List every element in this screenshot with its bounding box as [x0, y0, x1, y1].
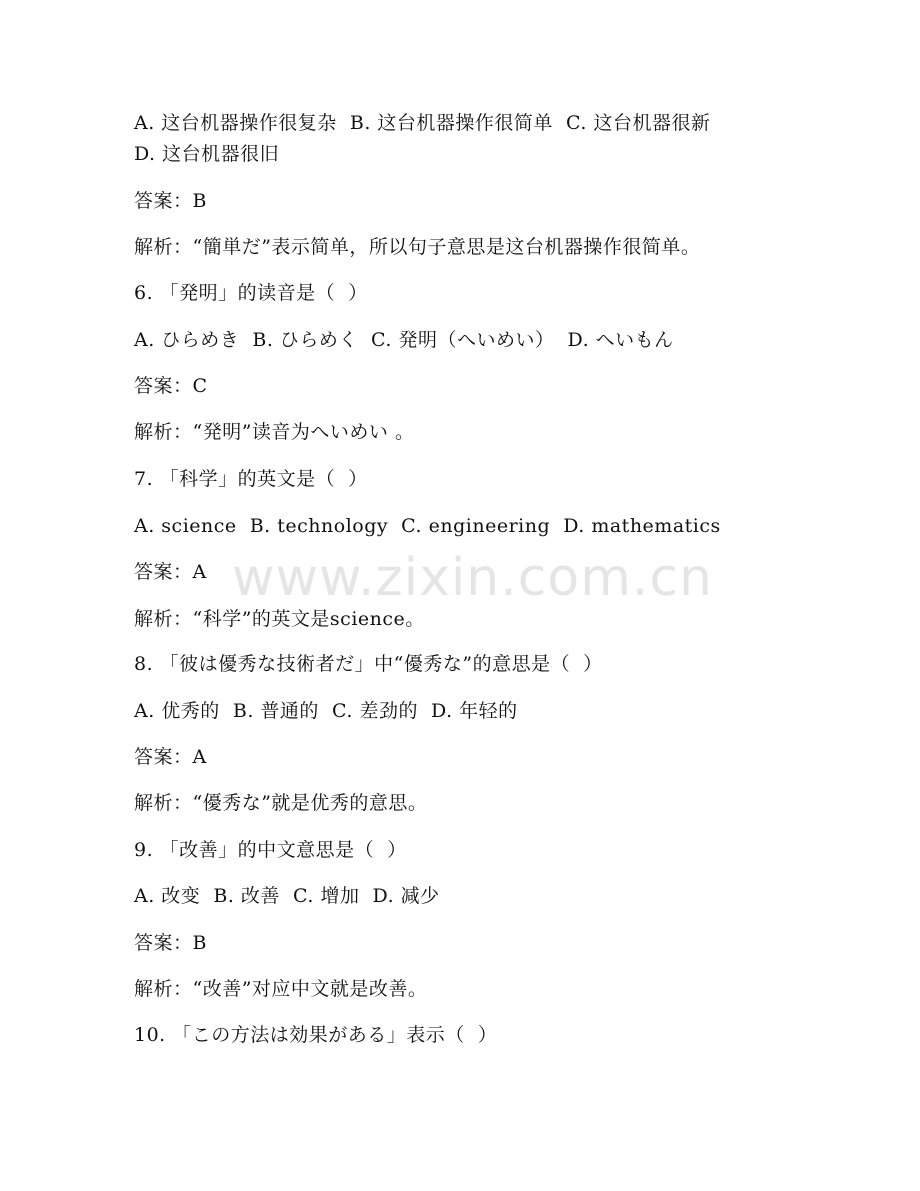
question-6: 6. 「発明」的读音是（ ）: [134, 282, 368, 304]
explanation-q9: 解析：“改善”对应中文就是改善。: [134, 978, 428, 1000]
answer-q7: 答案：A: [134, 561, 207, 583]
explanation-q5: 解析：“簡単だ”表示简单，所以句子意思是这台机器操作很简单。: [134, 236, 701, 258]
options-q6: A. ひらめき B. ひらめく C. 発明（へいめい） D. へいもん: [134, 329, 674, 351]
answer-q9: 答案：B: [134, 932, 207, 954]
options-q7: A. science B. technology C. engineering D. mathematics: [134, 515, 721, 537]
explanation-q8: 解析：“優秀な”就是优秀的意思。: [134, 792, 428, 814]
options-q9: A. 改变 B. 改善 C. 增加 D. 减少: [134, 885, 440, 907]
question-10: 10. 「この方法は効果がある」表示（ ）: [134, 1024, 498, 1046]
option-line-q5-abc: A. 这台机器操作很复杂 B. 这台机器操作很简单 C. 这台机器很新: [134, 112, 711, 134]
answer-q8: 答案：A: [134, 746, 207, 768]
options-q8: A. 优秀的 B. 普通的 C. 差劲的 D. 年轻的: [134, 700, 518, 722]
answer-q6: 答案：C: [134, 375, 208, 397]
watermark: www.zixin.com.cn: [232, 548, 713, 608]
explanation-q6: 解析：“発明”读音为へいめい 。: [134, 421, 415, 443]
question-9: 9. 「改善」的中文意思是（ ）: [134, 839, 407, 861]
question-8: 8. 「彼は優秀な技術者だ」中“優秀な”的意思是（ ）: [134, 653, 603, 675]
option-line-q5-d: D. 这台机器很旧: [134, 143, 280, 165]
explanation-q7: 解析：“科学”的英文是science。: [134, 608, 425, 630]
answer-q5: 答案：B: [134, 190, 207, 212]
question-7: 7. 「科学」的英文是（ ）: [134, 468, 368, 490]
